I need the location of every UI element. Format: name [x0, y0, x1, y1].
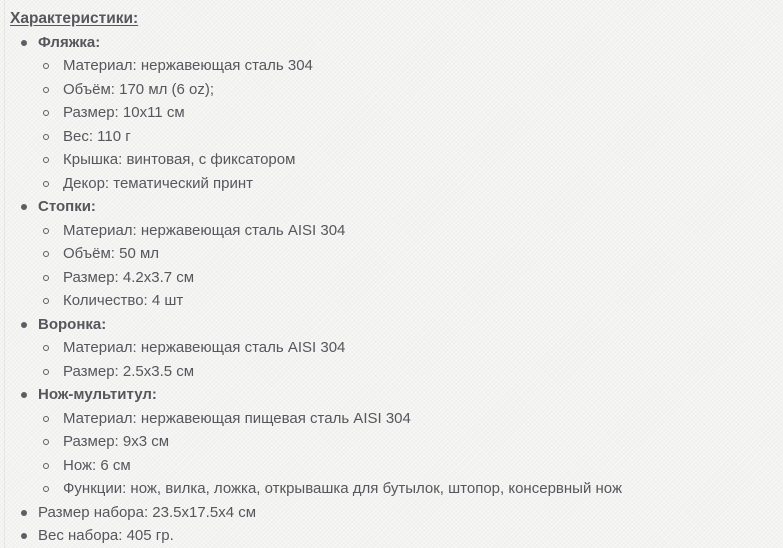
- spec-subitem-label: Крышка: винтовая, с фиксатором: [63, 151, 296, 168]
- spec-item-label: Воронка:: [38, 315, 107, 333]
- spec-subitem-label: Размер: 9х3 см: [63, 433, 170, 450]
- spec-item-label: Нож-мультитул:: [38, 386, 157, 403]
- characteristics-region: [10, 7, 783, 548]
- spec-subitem-label: Вес: 110 г: [63, 127, 131, 145]
- spec-subitem-label: Объём: 50 мл: [63, 245, 160, 262]
- bullet-circle-icon: [43, 275, 49, 281]
- spec-subitem: [10, 360, 783, 384]
- bullet-circle-icon: [43, 439, 49, 445]
- spec-subitem-label: Материал: нержавеющая сталь AISI 304: [63, 339, 346, 356]
- spec-item-label: Фляжка:: [38, 33, 101, 51]
- spec-subitem: [10, 78, 783, 102]
- spec-sublist: [10, 54, 783, 195]
- spec-subitem: [10, 477, 783, 501]
- spec-sublist: [10, 407, 783, 501]
- spec-subitem-label: Размер: 2.5х3.5 см: [63, 362, 195, 380]
- spec-sublist: [10, 336, 783, 383]
- spec-subitem: [10, 266, 783, 290]
- bullet-disc-icon: [21, 322, 27, 328]
- spec-subitem-label: Нож: 6 см: [63, 456, 131, 474]
- spec-item-label: Размер набора: 23.5х17.5х4 см: [38, 503, 257, 521]
- spec-subitem-label: Объём: 170 мл (6 oz);: [63, 80, 215, 98]
- spec-subitem: [10, 54, 783, 78]
- spec-item: [10, 524, 783, 548]
- bullet-circle-icon: [43, 157, 49, 163]
- spec-list: [10, 31, 783, 548]
- spec-subitem: [10, 101, 783, 125]
- spec-subitem-label: Размер: 4.2х3.7 см: [63, 268, 195, 286]
- bullet-circle-icon: [43, 251, 49, 257]
- bullet-disc-icon: [21, 40, 27, 46]
- bullet-circle-icon: [43, 463, 49, 469]
- spec-item: [10, 195, 783, 219]
- bullet-disc-icon: [21, 533, 27, 539]
- bullet-circle-icon: [43, 345, 49, 351]
- content-left-divider: [4, 0, 5, 548]
- spec-subitem: [10, 242, 783, 266]
- bullet-circle-icon: [43, 181, 49, 187]
- bullet-circle-icon: [43, 298, 49, 304]
- spec-subitem: [10, 172, 783, 196]
- spec-item-label: Стопки:: [38, 198, 96, 215]
- bullet-circle-icon: [43, 87, 49, 93]
- spec-subitem-label: Размер: 10х11 см: [63, 104, 185, 121]
- spec-subitem: [10, 430, 783, 454]
- bullet-circle-icon: [43, 228, 49, 234]
- spec-item: [10, 501, 783, 525]
- bullet-circle-icon: [43, 110, 49, 116]
- bullet-disc-icon: [21, 204, 27, 210]
- spec-subitem-label: Материал: нержавеющая сталь AISI 304: [63, 221, 346, 239]
- spec-subitem: [10, 289, 783, 313]
- spec-item: [10, 313, 783, 337]
- bullet-disc-icon: [21, 510, 27, 516]
- spec-subitem-label: Декор: тематический принт: [63, 174, 254, 192]
- spec-item: [10, 383, 783, 407]
- spec-subitem: [10, 148, 783, 172]
- bullet-circle-icon: [43, 369, 49, 375]
- spec-subitem: [10, 125, 783, 149]
- bullet-circle-icon: [43, 486, 49, 492]
- bullet-circle-icon: [43, 63, 49, 69]
- spec-subitem: [10, 219, 783, 243]
- spec-subitem-label: Материал: нержавеющая пищевая сталь AISI 304: [63, 409, 411, 427]
- spec-subitem-label: Материал: нержавеющая сталь 304: [63, 57, 313, 74]
- spec-subitem: [10, 454, 783, 478]
- spec-subitem: [10, 336, 783, 360]
- bullet-disc-icon: [21, 392, 27, 398]
- spec-subitem-label: Функции: нож, вилка, ложка, открывашка для бутылок, штопор, консервный нож: [63, 480, 622, 497]
- spec-sublist: [10, 219, 783, 313]
- page-title: Характеристики:: [10, 10, 139, 27]
- spec-item: [10, 31, 783, 55]
- spec-subitem-label: Количество: 4 шт: [63, 292, 184, 309]
- spec-item-label: Вес набора: 405 гр.: [38, 527, 174, 544]
- spec-subitem: [10, 407, 783, 431]
- bullet-circle-icon: [43, 416, 49, 422]
- bullet-circle-icon: [43, 134, 49, 140]
